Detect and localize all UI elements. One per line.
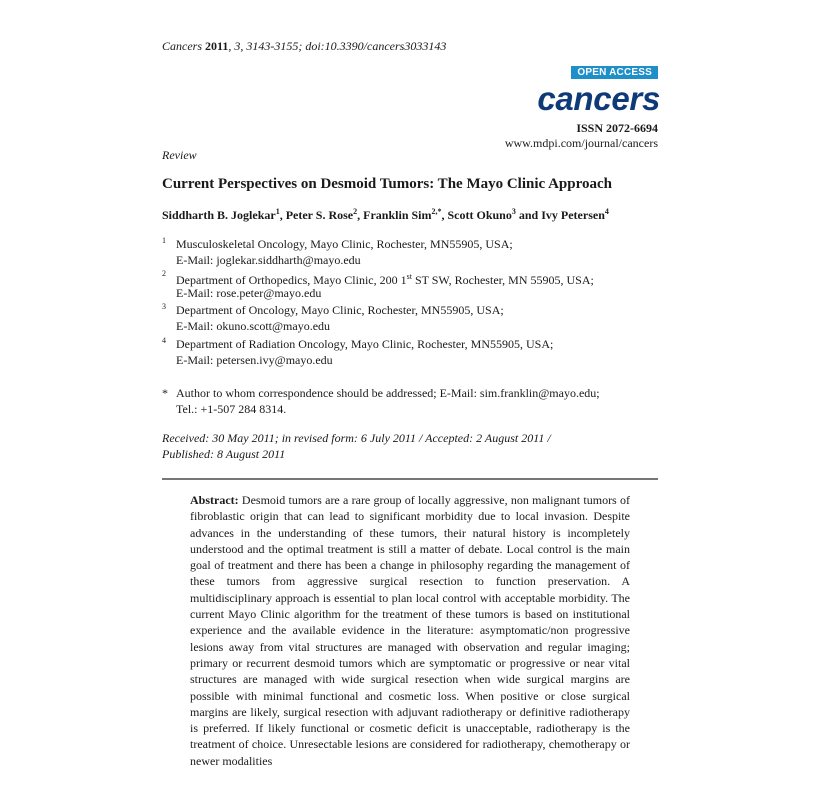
affiliation-email: E-Mail: okuno.scott@mayo.edu [176, 319, 331, 333]
article-title: Current Perspectives on Desmoid Tumors: The Mayo Clinic Approach [162, 176, 613, 192]
affiliation-address: Musculoskeletal Oncology, Mayo Clinic, Rochester, MN55905, USA; [176, 237, 513, 251]
author-name: Franklin Sim [363, 208, 432, 222]
author-name: Peter S. Rose [285, 208, 354, 222]
author-affiliation-mark: 1 [275, 207, 280, 216]
affiliation-number: 3 [162, 302, 166, 311]
abstract-text: Desmoid tumors are a rare group of locally aggressive, non malignant tumors of fibroblastic origin that can lead to significant morbidity due to local invasion. Despite advances in the understanding of these tumors, their natural history is incompletely understood and the optimal treatment is still a matter of debate. Local control is the main goal of treatment and there has been a change in philosophy regarding the management of these tumors from aggressive surgical resection to function preservation. A multidisciplinary approach is essential to plan local control with acceptable morbidity. The current Mayo Clinic algorithm for the treatment of these tumors is based on institutional experience and the available evidence in the literature: asymptomatic/non progressive lesions away from vital structures are managed with observation and regular imaging; primary or recurrent desmoid tumors which are symptomatic or progressive or near vital structures are managed with wide surgical resection when wide surgical margins are possible with minimal functional and cosmetic loss. When positive or close surgical margins are likely, surgical resection with adjuvant radiotherapy or definitive radiotherapy is preferred. If likely functional or cosmetic deficit is unacceptable, radiotherapy is the treatment of choice. Unresectable lesions are considered for radiotherapy, chemotherapy or newer modalities [190, 493, 630, 768]
correspondence-line-1: Author to whom correspondence should be addressed; E-Mail: sim.franklin@mayo.edu; [176, 386, 600, 400]
divider [162, 478, 658, 480]
citation-rest: , 3143-3155; doi:10.3390/cancers3033143 [240, 39, 447, 53]
affiliation [162, 236, 662, 268]
affiliation-number: 2 [162, 269, 166, 278]
citation-year: 2011 [205, 39, 229, 53]
correspondence-star: * [162, 386, 168, 400]
affiliation-number: 1 [162, 236, 166, 245]
author-name: Scott Okuno [447, 208, 512, 222]
abstract-label: Abstract: [190, 493, 239, 507]
author-separator: and [515, 208, 542, 222]
citation-line: Cancers 2011, 3, 3143-3155; doi:10.3390/cancers3033143 [162, 39, 447, 53]
abstract [190, 492, 630, 769]
citation-volume: 3 [234, 39, 241, 53]
issn: ISSN 2072-6694 [576, 121, 658, 135]
affiliation [162, 269, 662, 301]
journal-logo: cancers [537, 80, 660, 117]
open-access-badge: OPEN ACCESS [571, 66, 658, 79]
article-type: Review [162, 148, 197, 162]
author-affiliation-mark: 2 [353, 207, 358, 216]
author-separator: , [441, 208, 448, 222]
author-affiliation-mark: 3 [511, 207, 516, 216]
author-name: Siddharth B. Joglekar [162, 208, 276, 222]
affiliation-email: E-Mail: petersen.ivy@mayo.edu [176, 353, 333, 367]
author-list [162, 207, 609, 223]
corresponding-author-mark: * [437, 207, 442, 216]
journal-url: www.mdpi.com/journal/cancers [504, 136, 658, 150]
author-separator: , [279, 208, 286, 222]
publication-dates: Received: 30 May 2011; in revised form: 6 July 2011 / Accepted: 2 August 2011 / Published: 8 August 2011 [162, 431, 551, 461]
affiliation-email: E-Mail: joglekar.siddharth@mayo.edu [176, 253, 361, 267]
affiliation-number: 4 [162, 336, 166, 345]
citation-journal: Cancers [162, 39, 202, 53]
affiliation-address: Department of Oncology, Mayo Clinic, Rochester, MN55905, USA; [176, 303, 504, 317]
affiliation-address: Department of Orthopedics, Mayo Clinic, 200 1st ST SW, Rochester, MN 55905, USA; [176, 272, 594, 287]
author-name: Ivy Petersen [541, 208, 605, 222]
affiliation-address: Department of Radiation Oncology, Mayo Clinic, Rochester, MN55905, USA; [176, 337, 554, 351]
author-affiliation-mark: 4 [604, 207, 609, 216]
affiliation [162, 302, 662, 334]
correspondence-line-2: Tel.: +1-507 284 8314. [176, 402, 287, 416]
author-separator: , [357, 208, 364, 222]
affiliation [162, 336, 662, 368]
affiliation-email: E-Mail: rose.peter@mayo.edu [176, 286, 322, 300]
author-affiliation-mark: 2, [431, 207, 438, 216]
